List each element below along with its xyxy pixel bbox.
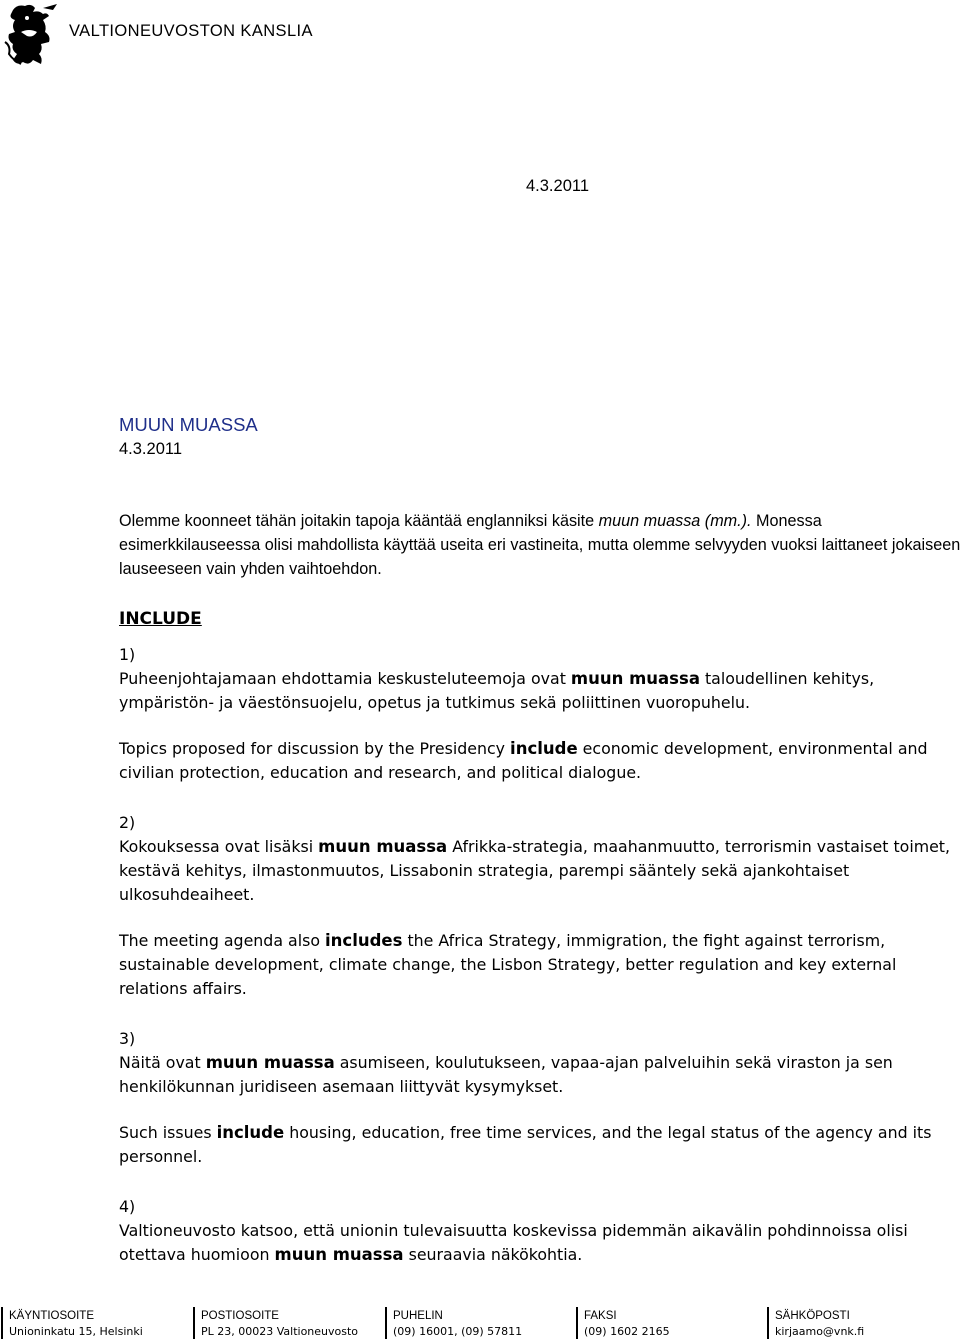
footer-phone xyxy=(385,1307,522,1339)
contact-footer xyxy=(0,1307,960,1339)
document-date: 4.3.2011 xyxy=(526,177,590,195)
example-text: Näitä ovat xyxy=(119,1053,206,1072)
finnish-example xyxy=(119,667,960,715)
finnish-example xyxy=(119,1051,960,1099)
footer-label: POSTIOSOITE xyxy=(201,1310,279,1322)
organization-name: VALTIONEUVOSTON KANSLIA xyxy=(69,22,313,40)
example-number: 4) xyxy=(119,1197,136,1216)
translation-text: economic development, environmental and civilian protection, education and research, and political dialogue. xyxy=(119,739,928,782)
english-translation xyxy=(119,929,960,1001)
highlighted-phrase: muun muassa xyxy=(274,1245,404,1264)
example-text: Afrikka-strategia, maahanmuutto, terrorismin vastaiset toimet, kestävä kehitys, ilmastonmuutos, Lissabonin strategia, parempi sääntely sekä ajankohtaiset ulkosuhdeaiheet. xyxy=(119,837,951,904)
finnish-lion-coat-of-arms-icon xyxy=(3,2,59,68)
finnish-example xyxy=(119,835,960,907)
section-heading: INCLUDE xyxy=(119,609,202,629)
letterhead xyxy=(0,0,960,70)
footer-label: SÄHKÖPOSTI xyxy=(775,1310,850,1322)
highlighted-phrase: muun muassa xyxy=(205,1053,335,1072)
footer-label: PUHELIN xyxy=(393,1310,443,1322)
example-text: asumiseen, koulutukseen, vapaa-ajan palveluihin sekä viraston ja sen henkilökunnan juridiseen asemaan liittyvät kysymykset. xyxy=(119,1053,893,1096)
example-text: Valtioneuvosto katsoo, että unionin tulevaisuutta koskevissa pidemmän aikavälin pohdinnoissa olisi otettava huomioon xyxy=(119,1221,908,1264)
document-title: MUUN MUASSA xyxy=(119,414,258,435)
document-body xyxy=(119,509,960,1267)
example-text: seuraavia näkökohtia. xyxy=(403,1245,583,1264)
footer-value: (09) 16001, (09) 57811 xyxy=(393,1325,523,1338)
english-translation xyxy=(119,1121,960,1169)
translation-text: The meeting agenda also xyxy=(119,931,326,950)
title-date: 4.3.2011 xyxy=(119,440,183,458)
footer-fax xyxy=(576,1307,670,1339)
translation-text: the Africa Strategy, immigration, the fight against terrorism, sustainable development, climate change, the Lisbon Strategy, better regulation and key external relations affairs. xyxy=(119,931,897,998)
example-number: 2) xyxy=(119,813,136,832)
example-number: 1) xyxy=(119,645,136,664)
translation-text: Such issues xyxy=(119,1123,217,1142)
intro-text: Olemme koonneet tähän joitakin tapoja kääntää englanniksi käsite xyxy=(119,512,599,530)
footer-value: PL 23, 00023 Valtioneuvosto xyxy=(201,1325,359,1338)
translation-text: housing, education, free time services, and the legal status of the agency and its personnel. xyxy=(119,1123,932,1166)
example-text: Kokouksessa ovat lisäksi xyxy=(119,837,319,856)
footer-email xyxy=(767,1307,864,1339)
footer-label: FAKSI xyxy=(584,1310,617,1322)
footer-visiting-address xyxy=(1,1307,143,1339)
footer-postal-address xyxy=(193,1307,358,1339)
finnish-example xyxy=(119,1219,960,1267)
translation-text: Topics proposed for discussion by the Presidency xyxy=(119,739,511,758)
highlighted-phrase: includes xyxy=(325,931,403,950)
highlighted-phrase: include xyxy=(510,739,578,758)
footer-label: KÄYNTIOSOITE xyxy=(9,1310,94,1322)
example-text: Puheenjohtajamaan ehdottamia keskusteluteemoja ovat xyxy=(119,669,571,688)
intro-paragraph xyxy=(119,509,960,581)
highlighted-phrase: muun muassa xyxy=(318,837,448,856)
english-translation xyxy=(119,737,960,785)
footer-value: (09) 1602 2165 xyxy=(584,1325,670,1338)
intro-term: muun muassa (mm.). xyxy=(598,512,752,530)
highlighted-phrase: include xyxy=(216,1123,285,1142)
highlighted-phrase: muun muassa xyxy=(570,669,700,688)
intro-text: Monessa esimerkkilauseessa olisi mahdollista käyttää useita eri vastineita, mutta olemme selvyyden vuoksi laittaneet jokaiseen lauseeseen vain yhden vaihtoehdon. xyxy=(119,512,960,578)
example-number: 3) xyxy=(119,1029,136,1048)
footer-value: kirjaamo@vnk.fi xyxy=(775,1325,865,1338)
example-text: taloudellinen kehitys, ympäristön- ja väestönsuojelu, opetus ja tutkimus sekä poliittinen vuoropuhelu. xyxy=(119,669,875,712)
footer-value: Unioninkatu 15, Helsinki xyxy=(9,1325,143,1338)
